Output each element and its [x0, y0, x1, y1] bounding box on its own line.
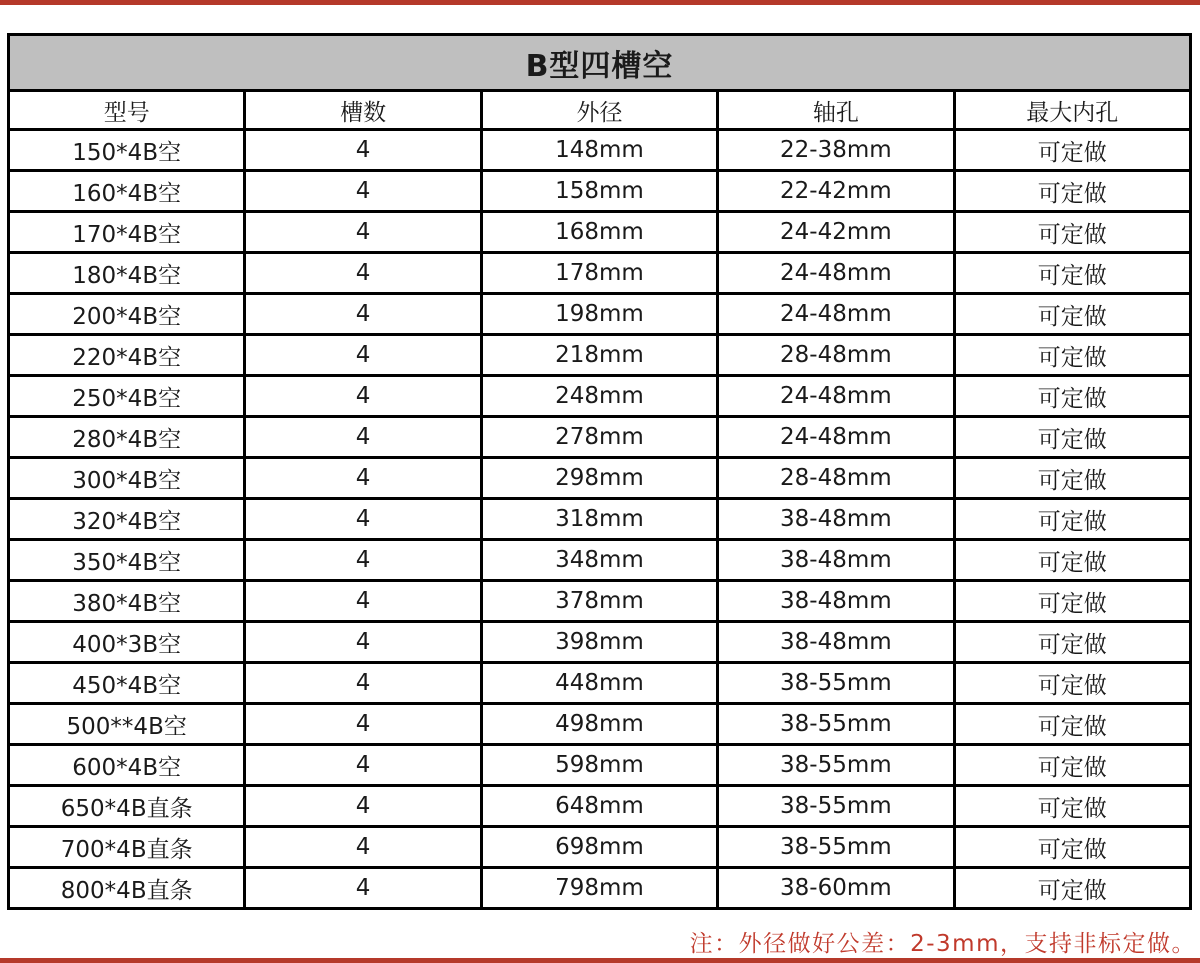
- table-cell: 278mm: [481, 417, 717, 458]
- table-cell: 4: [245, 499, 481, 540]
- table-cell: 可定做: [954, 335, 1190, 376]
- table-row: [9, 827, 1191, 868]
- table-row: [9, 253, 1191, 294]
- table-row: [9, 171, 1191, 212]
- note-text: 注：外径做好公差：2-3mm，支持非标定做。: [689, 931, 1196, 957]
- table-cell: 500**4B空: [9, 704, 245, 745]
- table-cell: 4: [245, 540, 481, 581]
- table-row: [9, 663, 1191, 704]
- table-cell: 150*4B空: [9, 130, 245, 171]
- table-cell: 218mm: [481, 335, 717, 376]
- table-cell: 4: [245, 745, 481, 786]
- table-cell: 800*4B直条: [9, 868, 245, 909]
- table-cell: 298mm: [481, 458, 717, 499]
- column-header: 外径: [481, 91, 717, 130]
- table-row: [9, 376, 1191, 417]
- table-cell: 320*4B空: [9, 499, 245, 540]
- table-cell: 28-48mm: [718, 335, 954, 376]
- table-cell: 158mm: [481, 171, 717, 212]
- table-header-row: [9, 91, 1191, 130]
- table-cell: 450*4B空: [9, 663, 245, 704]
- table-cell: 可定做: [954, 458, 1190, 499]
- table-row: [9, 786, 1191, 827]
- table-cell: 4: [245, 663, 481, 704]
- table-cell: 24-48mm: [718, 294, 954, 335]
- table-row: [9, 335, 1191, 376]
- table-cell: 180*4B空: [9, 253, 245, 294]
- table-cell: 698mm: [481, 827, 717, 868]
- table-cell: 24-42mm: [718, 212, 954, 253]
- table-cell: 可定做: [954, 540, 1190, 581]
- table-cell: 4: [245, 786, 481, 827]
- column-header: 型号: [9, 91, 245, 130]
- table-cell: 可定做: [954, 622, 1190, 663]
- table-cell: 可定做: [954, 499, 1190, 540]
- table-cell: 4: [245, 581, 481, 622]
- table-cell: 400*3B空: [9, 622, 245, 663]
- table-cell: 24-48mm: [718, 417, 954, 458]
- table-cell: 4: [245, 335, 481, 376]
- table-cell: 798mm: [481, 868, 717, 909]
- table-cell: 22-42mm: [718, 171, 954, 212]
- table-cell: 38-48mm: [718, 622, 954, 663]
- table-cell: 178mm: [481, 253, 717, 294]
- top-red-line: [0, 0, 1200, 5]
- table-cell: 可定做: [954, 253, 1190, 294]
- table-title: B型四槽空: [9, 35, 1191, 91]
- table-cell: 600*4B空: [9, 745, 245, 786]
- table-row: [9, 704, 1191, 745]
- table-cell: 648mm: [481, 786, 717, 827]
- table-cell: 448mm: [481, 663, 717, 704]
- table-cell: 4: [245, 458, 481, 499]
- table-cell: 4: [245, 171, 481, 212]
- table-cell: 168mm: [481, 212, 717, 253]
- table-row: [9, 622, 1191, 663]
- table-cell: 160*4B空: [9, 171, 245, 212]
- title-row: [9, 35, 1191, 91]
- table-row: [9, 417, 1191, 458]
- table-cell: 300*4B空: [9, 458, 245, 499]
- column-header: 轴孔: [718, 91, 954, 130]
- table-cell: 38-48mm: [718, 540, 954, 581]
- table-cell: 200*4B空: [9, 294, 245, 335]
- table-row: [9, 499, 1191, 540]
- table-cell: 4: [245, 827, 481, 868]
- table-cell: 398mm: [481, 622, 717, 663]
- table-cell: 4: [245, 253, 481, 294]
- table-cell: 198mm: [481, 294, 717, 335]
- table-cell: 38-55mm: [718, 786, 954, 827]
- table-cell: 可定做: [954, 581, 1190, 622]
- table-cell: 4: [245, 417, 481, 458]
- table-cell: 4: [245, 704, 481, 745]
- table-cell: 可定做: [954, 212, 1190, 253]
- table-cell: 4: [245, 294, 481, 335]
- table-cell: 38-55mm: [718, 827, 954, 868]
- table-cell: 350*4B空: [9, 540, 245, 581]
- table-cell: 可定做: [954, 376, 1190, 417]
- table-row: [9, 745, 1191, 786]
- table-cell: 可定做: [954, 417, 1190, 458]
- table-cell: 可定做: [954, 704, 1190, 745]
- table-row: [9, 212, 1191, 253]
- table-cell: 38-48mm: [718, 581, 954, 622]
- table-cell: 348mm: [481, 540, 717, 581]
- table-cell: 598mm: [481, 745, 717, 786]
- table-cell: 可定做: [954, 745, 1190, 786]
- table-cell: 4: [245, 622, 481, 663]
- bottom-red-line: [0, 958, 1200, 963]
- table-cell: 380*4B空: [9, 581, 245, 622]
- table-cell: 248mm: [481, 376, 717, 417]
- table-cell: 24-48mm: [718, 376, 954, 417]
- table-cell: 24-48mm: [718, 253, 954, 294]
- table-cell: 可定做: [954, 786, 1190, 827]
- column-header: 槽数: [245, 91, 481, 130]
- table-row: [9, 458, 1191, 499]
- table-cell: 可定做: [954, 130, 1190, 171]
- table-cell: 可定做: [954, 827, 1190, 868]
- table-cell: 318mm: [481, 499, 717, 540]
- column-header: 最大内孔: [954, 91, 1190, 130]
- table-cell: 可定做: [954, 171, 1190, 212]
- table-cell: 148mm: [481, 130, 717, 171]
- table-cell: 4: [245, 376, 481, 417]
- table-cell: 4: [245, 130, 481, 171]
- table-cell: 可定做: [954, 868, 1190, 909]
- table-cell: 可定做: [954, 663, 1190, 704]
- spec-table: [7, 33, 1192, 910]
- table-body: [9, 130, 1191, 909]
- table-cell: 250*4B空: [9, 376, 245, 417]
- table-cell: 22-38mm: [718, 130, 954, 171]
- table-cell: 170*4B空: [9, 212, 245, 253]
- table-cell: 38-60mm: [718, 868, 954, 909]
- table-row: [9, 294, 1191, 335]
- table-cell: 498mm: [481, 704, 717, 745]
- table-cell: 38-48mm: [718, 499, 954, 540]
- table-cell: 4: [245, 868, 481, 909]
- table-cell: 28-48mm: [718, 458, 954, 499]
- table-cell: 38-55mm: [718, 745, 954, 786]
- table-cell: 378mm: [481, 581, 717, 622]
- table-cell: 650*4B直条: [9, 786, 245, 827]
- table-row: [9, 540, 1191, 581]
- table-cell: 38-55mm: [718, 704, 954, 745]
- table-cell: 220*4B空: [9, 335, 245, 376]
- table-cell: 4: [245, 212, 481, 253]
- table-cell: 可定做: [954, 294, 1190, 335]
- table-row: [9, 581, 1191, 622]
- table-row: [9, 130, 1191, 171]
- table-row: [9, 868, 1191, 909]
- table-cell: 280*4B空: [9, 417, 245, 458]
- table-cell: 700*4B直条: [9, 827, 245, 868]
- table-cell: 38-55mm: [718, 663, 954, 704]
